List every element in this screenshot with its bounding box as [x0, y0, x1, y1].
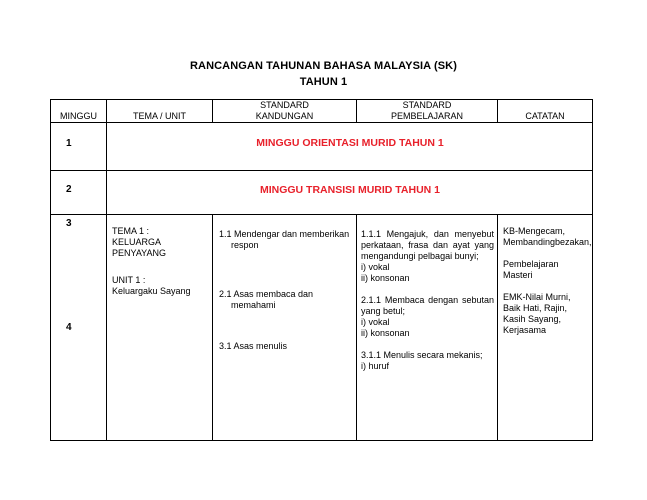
- col-divider-tema: [212, 214, 213, 441]
- week-number: 3: [66, 218, 72, 229]
- sp-subitem: ii) konsonan: [361, 328, 410, 338]
- header-standard-kandungan: [213, 100, 356, 122]
- sp-subitem: ii) konsonan: [361, 273, 410, 283]
- catatan-item: EMK-Nilai Murni, Baik Hati, Rajin, Kasih Sayang, Kerjasama: [503, 292, 571, 335]
- document-subtitle: TAHUN 1: [299, 76, 348, 88]
- sk-item-cont: respon: [231, 240, 259, 250]
- standard-kandungan-cell: [219, 341, 355, 352]
- tema-label: TEMA 1 :: [112, 226, 150, 236]
- unit-name: Keluargaku Sayang: [112, 286, 191, 296]
- header-divider: [50, 122, 593, 123]
- catatan-cell: [503, 226, 592, 336]
- header-sk-line1: STANDARD: [260, 100, 309, 110]
- sk-item: 1.1 Mendengar dan memberikan: [219, 229, 350, 239]
- col-divider-sk: [356, 214, 357, 441]
- document-title: RANCANGAN TAHUNAN BAHASA MALAYSIA (SK): [190, 60, 457, 72]
- tema-unit-cell: [112, 226, 210, 297]
- header-tema-unit: TEMA / UNIT: [132, 111, 186, 121]
- row1-divider: [50, 170, 593, 171]
- transition-banner: MINGGU TRANSISI MURID TAHUN 1: [259, 184, 441, 196]
- header-standard-pembelajaran: [357, 100, 497, 122]
- orientation-banner: MINGGU ORIENTASI MURID TAHUN 1: [256, 137, 444, 149]
- sk-item-cont: memahami: [231, 300, 276, 310]
- sp-item: 1.1.1 Mengajuk, dan menyebut perkataan, frasa dan ayat yang mengandungi pelbagai bunyi;: [361, 229, 494, 261]
- header-sp-line1: STANDARD: [402, 100, 452, 110]
- table-border-right: [592, 99, 593, 441]
- sp-subitem: i) huruf: [361, 361, 390, 371]
- standard-pembelajaran-cell: [361, 229, 494, 372]
- sp-item: 2.1.1 Membaca dengan sebutan yang betul;: [361, 295, 494, 316]
- header-catatan: CATATAN: [525, 111, 565, 121]
- sk-item: 2.1 Asas membaca dan: [219, 289, 314, 299]
- week-number: 2: [66, 184, 72, 195]
- sp-item: 3.1.1 Menulis secara mekanis;: [361, 350, 483, 360]
- row2-divider: [50, 214, 593, 215]
- tema-name: KELUARGA PENYAYANG: [112, 237, 167, 258]
- table-border-left: [50, 99, 51, 441]
- standard-kandungan-cell: [219, 229, 355, 251]
- header-sp-line2: PEMBELAJARAN: [390, 111, 464, 121]
- unit-label: UNIT 1 :: [112, 275, 146, 285]
- col-divider-sp: [497, 214, 498, 441]
- table-border-bottom: [50, 440, 593, 441]
- catatan-item: Pembelajaran Masteri: [503, 259, 559, 280]
- catatan-item: KB-Mengecam, Membandingbezakan,: [503, 226, 592, 247]
- sk-item: 3.1 Asas menulis: [219, 341, 288, 351]
- standard-kandungan-cell: [219, 289, 355, 311]
- col-divider-minggu: [106, 99, 107, 441]
- sp-subitem: i) vokal: [361, 317, 390, 327]
- header-minggu: MINGGU: [60, 111, 97, 121]
- week-number: 1: [66, 138, 72, 149]
- week-number: 4: [66, 322, 72, 333]
- header-sk-line2: KANDUNGAN: [255, 111, 314, 121]
- sp-subitem: i) vokal: [361, 262, 390, 272]
